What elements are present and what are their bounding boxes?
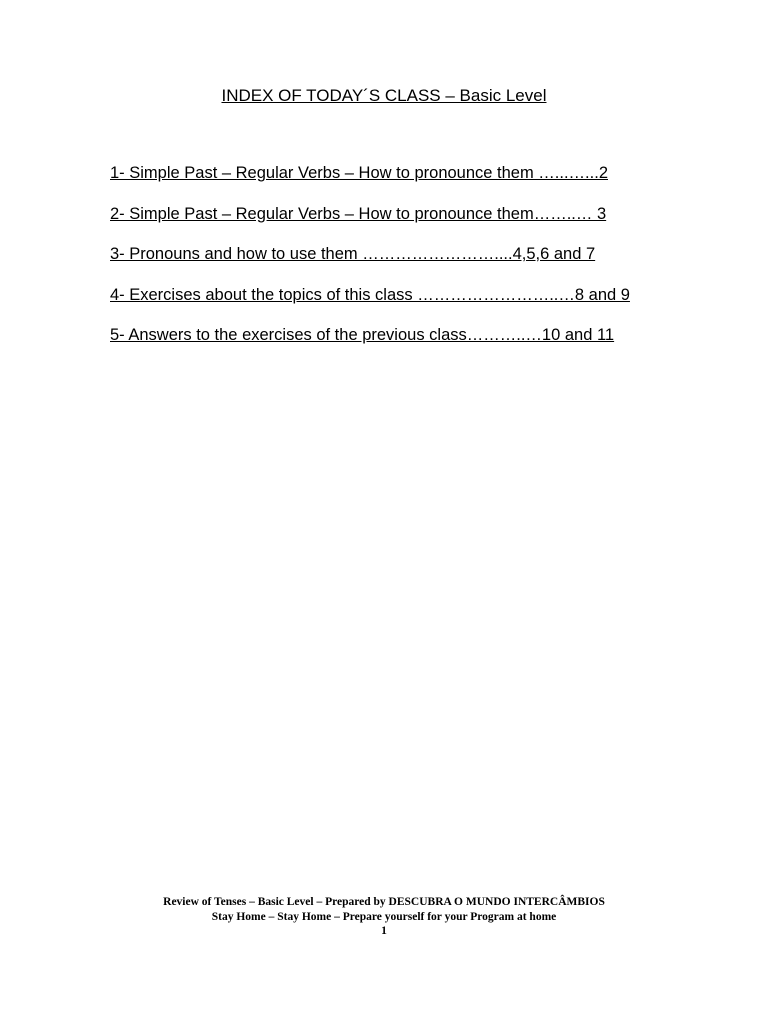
footer-line-2: Stay Home – Stay Home – Prepare yourself for your Program at home bbox=[211, 910, 557, 923]
page-title: INDEX OF TODAY´S CLASS – Basic Level bbox=[221, 86, 547, 105]
page-footer bbox=[0, 895, 768, 939]
toc-item-3[interactable]: 3- Pronouns and how to use them ……………………....4,5,6 and 7 bbox=[110, 245, 596, 263]
toc-item-5[interactable]: 5- Answers to the exercises of the previous class………..…10 and 11 bbox=[110, 326, 615, 344]
toc-item-1[interactable]: 1- Simple Past – Regular Verbs – How to pronounce them …...…...2 bbox=[110, 164, 608, 182]
toc-item-2[interactable]: 2- Simple Past – Regular Verbs – How to pronounce them……..… 3 bbox=[110, 204, 607, 223]
toc-item-4[interactable]: 4- Exercises about the topics of this class ……………………..…8 and 9 bbox=[110, 285, 630, 304]
footer-line-1: Review of Tenses – Basic Level – Prepared by DESCUBRA O MUNDO INTERCÂMBIOS bbox=[163, 896, 605, 908]
page-number: 1 bbox=[381, 925, 387, 937]
table-of-contents bbox=[110, 163, 670, 366]
